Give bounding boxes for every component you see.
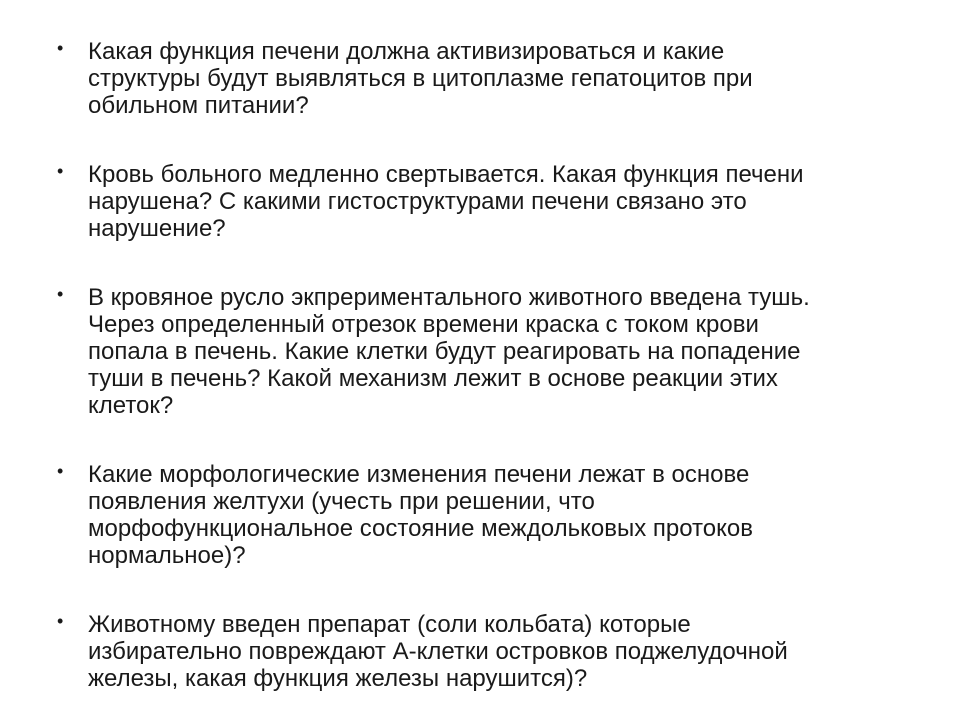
text-line: появления желтухи (учесть при решении, что bbox=[88, 488, 595, 515]
question-text-3 bbox=[88, 284, 897, 419]
text-line: Какая функция печени должна активизироваться и какие bbox=[88, 38, 725, 65]
question-item-5 bbox=[57, 611, 897, 692]
text-line: нарушение? bbox=[88, 215, 226, 242]
bullet-icon: • bbox=[57, 38, 64, 58]
text-line: попала в печень. Какие клетки будут реагировать на попадение bbox=[88, 338, 801, 365]
text-line: В кровяное русло экпрериментального животного введена тушь. bbox=[88, 284, 810, 311]
bullet-icon: • bbox=[57, 284, 64, 304]
question-item-4 bbox=[57, 461, 897, 569]
bullet-icon: • bbox=[57, 161, 64, 181]
text-line: клеток? bbox=[88, 392, 174, 419]
text-line: Какие морфологические изменения печени лежат в основе bbox=[88, 461, 750, 488]
text-line: Кровь больного медленно свертывается. Какая функция печени bbox=[88, 161, 804, 188]
question-text-2 bbox=[88, 161, 897, 242]
question-list bbox=[57, 38, 897, 692]
text-line: Через определенный отрезок времени краска с током крови bbox=[88, 311, 759, 338]
question-text-4 bbox=[88, 461, 897, 569]
text-line: структуры будут выявляться в цитоплазме гепатоцитов при bbox=[88, 65, 753, 92]
question-item-2 bbox=[57, 161, 897, 242]
text-line: нарушена? С какими гистоструктурами печени связано это bbox=[88, 188, 747, 215]
text-line: морфофункциональное состояние междольковых протоков bbox=[88, 515, 753, 542]
text-line: туши в печень? Какой механизм лежит в основе реакции этих bbox=[88, 365, 778, 392]
question-text-1 bbox=[88, 38, 897, 119]
bullet-icon: • bbox=[57, 611, 64, 631]
bullet-icon: • bbox=[57, 461, 64, 481]
text-line: Животному введен препарат (соли кольбата) которые bbox=[88, 611, 691, 638]
text-line: обильном питании? bbox=[88, 92, 309, 119]
text-line: нормальное)? bbox=[88, 542, 246, 569]
question-item-3 bbox=[57, 284, 897, 419]
text-line: избирательно повреждают А-клетки островков поджелудочной bbox=[88, 638, 788, 665]
text-line: железы, какая функция железы нарушится)? bbox=[88, 665, 588, 692]
question-item-1 bbox=[57, 38, 897, 119]
question-text-5 bbox=[88, 611, 897, 692]
